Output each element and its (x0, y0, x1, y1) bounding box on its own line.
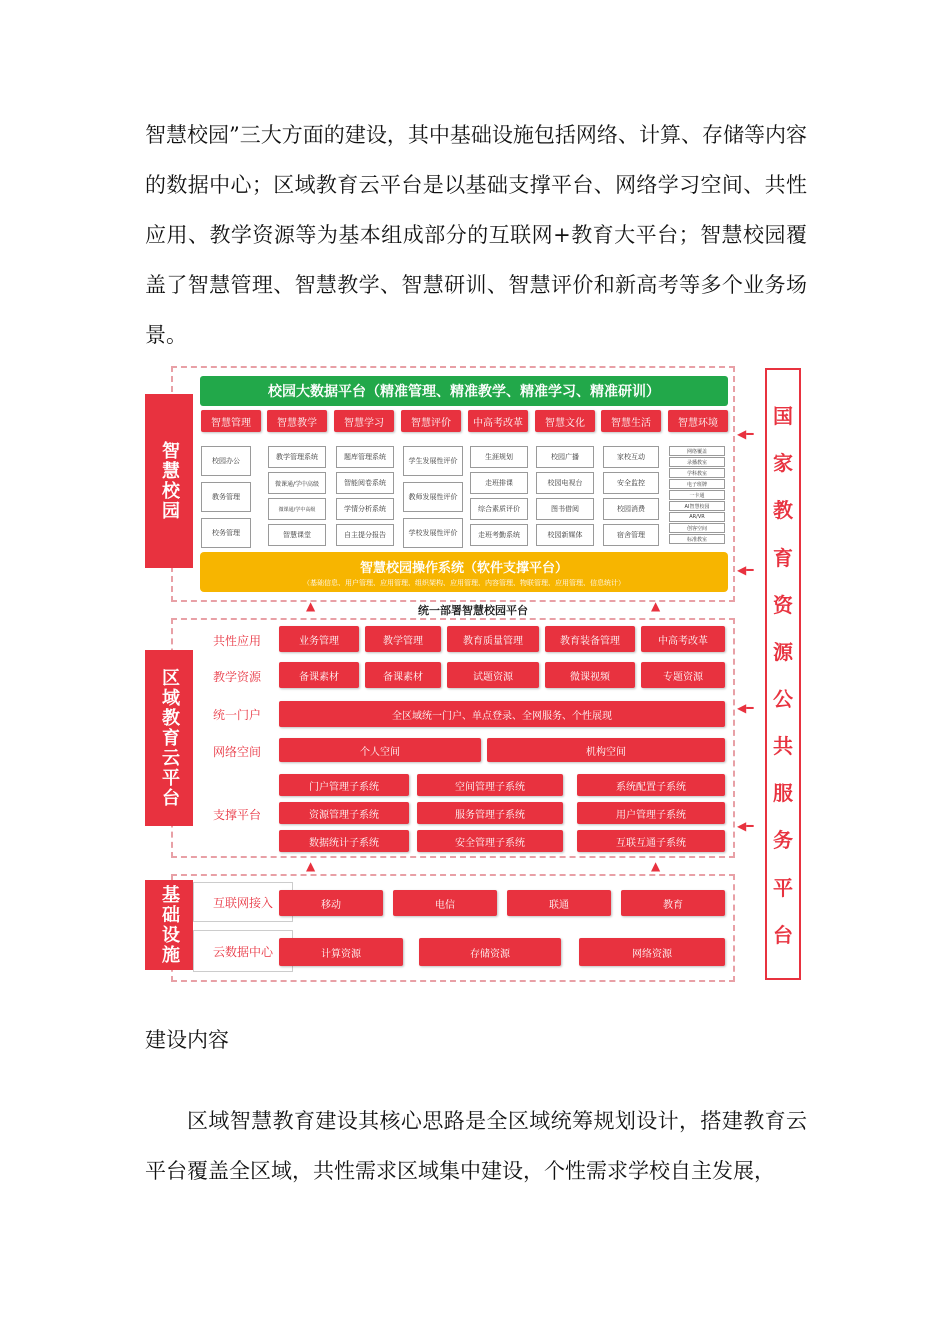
item-class-scheduling: 走班排课 (470, 472, 528, 494)
category-smart-learning: 智慧学习 (334, 410, 394, 432)
item-question-bank: 题库管理系统 (336, 446, 394, 468)
regional-platform-label: 区域教育云平台 (145, 650, 193, 826)
item-ar-vr: AR/VR (669, 512, 725, 522)
item-academic-admin: 教务管理 (201, 482, 251, 512)
item-smart-classroom: 智慧课堂 (268, 524, 326, 546)
national-char: 国 (773, 404, 793, 429)
cloud-resource-item: 网络资源 (579, 938, 725, 966)
item-campus-tv: 校园电视台 (536, 472, 594, 494)
cloud-datacenter-label: 云数据中心 (193, 930, 293, 972)
item-ai-campus: AI智慧校园 (669, 501, 725, 511)
national-char: 服 (773, 781, 793, 806)
item-campus-office: 校园办公 (201, 446, 251, 476)
body-paragraph: 区域智慧教育建设其核心思路是全区域统筹规划设计，搭建教育云平台覆盖全区域，共性需求区域集中建设，个性需求学校自主发展， (145, 1109, 807, 1183)
national-char: 源 (773, 639, 793, 664)
architecture-diagram (143, 364, 803, 984)
teaching-resource-item: 备课素材 (365, 662, 441, 688)
internet-access-label: 互联网接入 (193, 882, 293, 922)
support-subsystem: 服务管理子系统 (417, 802, 563, 824)
national-char: 家 (773, 451, 793, 476)
item-teacher-evaluation: 教师发展性评价 (403, 482, 463, 512)
item-library: 图书借阅 (536, 498, 594, 520)
shared-app-item: 教育质量管理 (447, 626, 539, 652)
national-char: 育 (773, 545, 793, 570)
up-arrow-icon: ▲ (306, 859, 316, 873)
shared-app-item: 中高考改革 (641, 626, 725, 652)
isp-item: 电信 (393, 890, 497, 916)
left-arrow-icon: ◀━ (737, 427, 754, 441)
teaching-resource-item: 微课视频 (545, 662, 635, 688)
item-student-evaluation: 学生发展性评价 (403, 446, 463, 476)
item-score-report: 自主提分报告 (336, 524, 394, 546)
national-char: 共 (773, 734, 793, 759)
item-teaching-mgmt-system: 教学管理系统 (268, 446, 326, 468)
item-school-admin: 校务管理 (201, 518, 251, 548)
item-learning-analysis: 学情分析系统 (336, 498, 394, 520)
item-school-evaluation: 学校发展性评价 (403, 518, 463, 548)
category-smart-teaching: 智慧教学 (267, 410, 327, 432)
personal-space: 个人空间 (279, 738, 481, 762)
national-platform-bar (765, 368, 801, 980)
national-char: 务 (773, 828, 793, 853)
shared-apps-label: 共性应用 (212, 633, 261, 648)
support-subsystem: 资源管理子系统 (279, 802, 409, 824)
category-exam-reform: 中高考改革 (468, 410, 528, 432)
national-char: 平 (773, 875, 793, 900)
teaching-resources-label: 教学资源 (212, 669, 261, 684)
up-arrow-icon: ▲ (651, 599, 661, 613)
up-arrow-icon: ▲ (306, 599, 316, 613)
cloud-resource-item: 存储资源 (419, 938, 561, 966)
item-campus-broadcast: 校园广播 (536, 446, 594, 468)
teaching-resource-item: 专题资源 (641, 662, 725, 688)
item-standard-room: 标准教室 (669, 534, 725, 544)
support-subsystem: 用户管理子系统 (577, 802, 725, 824)
unified-portal-bar: 全区域统一门户、单点登录、全网服务、个性展现 (279, 701, 725, 727)
item-one-card: 一卡通 (669, 490, 725, 500)
national-char: 教 (773, 498, 793, 523)
support-subsystem: 门户管理子系统 (279, 774, 409, 796)
infrastructure-label: 基础设施 (145, 880, 193, 970)
item-quality-evaluation: 综合素质评价 (470, 498, 528, 520)
item-career-planning: 生涯规划 (470, 446, 528, 468)
left-arrow-icon: ◀━ (737, 701, 754, 715)
item-subject-room: 学科教室 (669, 468, 725, 478)
left-arrow-icon: ◀━ (737, 819, 754, 833)
unified-portal-label: 统一门户 (212, 707, 261, 722)
category-smart-culture: 智慧文化 (535, 410, 595, 432)
national-char: 资 (773, 592, 793, 617)
category-smart-evaluation: 智慧评价 (401, 410, 461, 432)
isp-item: 教育 (621, 890, 725, 916)
big-data-platform: 校园大数据平台（精准管理、精准教学、精准学习、精准研训） (200, 376, 728, 406)
support-subsystem: 数据统计子系统 (279, 830, 409, 852)
national-char: 公 (773, 686, 793, 711)
item-security-monitor: 安全监控 (603, 472, 659, 494)
section-heading: 建设内容 (145, 1028, 229, 1052)
shared-app-item: 教育装备管理 (545, 626, 635, 652)
item-recording-room: 录播教室 (669, 457, 725, 467)
support-platform-label: 支撑平台 (212, 807, 261, 822)
item-new-media: 校园新媒体 (536, 524, 594, 546)
unified-deploy-label: 统一部署智慧校园平台 (418, 604, 528, 617)
teaching-resource-item: 试题资源 (447, 662, 539, 688)
item-smart-grading: 智能阅卷系统 (336, 472, 394, 494)
up-arrow-icon: ▲ (651, 859, 661, 873)
item-micro-course-advanced: 微课通/学中高级 (268, 498, 326, 520)
national-char: 台 (773, 922, 793, 947)
isp-item: 联通 (507, 890, 611, 916)
category-smart-environment: 智慧环境 (668, 410, 728, 432)
left-arrow-icon: ◀━ (737, 563, 754, 577)
item-dorm-management: 宿舍管理 (603, 524, 659, 546)
item-home-school: 家校互动 (603, 446, 659, 468)
support-subsystem: 互联互通子系统 (577, 830, 725, 852)
item-attendance-system: 走班考勤系统 (470, 524, 528, 546)
network-space-label: 网络空间 (212, 744, 261, 759)
category-smart-management: 智慧管理 (201, 410, 261, 432)
intro-paragraph: 智慧校园”三大方面的建设，其中基础设施包括网络、计算、存储等内容的数据中心；区域教育云平台是以基础支撑平台、网络学习空间、共性应用、教学资源等为基本组成部分的互联网+教育大平台；智慧校园覆盖了智慧管理、智慧教学、智慧研训、智慧评价和新高考等多个业务场景。 (145, 123, 807, 347)
support-subsystem: 安全管理子系统 (417, 830, 563, 852)
shared-app-item: 业务管理 (279, 626, 359, 652)
teaching-resource-item: 备课素材 (279, 662, 359, 688)
smart-campus-label: 智慧校园 (145, 394, 193, 568)
item-maker-space: 创客空间 (669, 523, 725, 533)
isp-item: 移动 (279, 890, 383, 916)
campus-os-subtitle: （基础信息、用户管理、应用管理、组织架构、应用管理、内容管理、物联管理、应用管理、信息统计） (303, 578, 625, 587)
item-network-coverage: 网络覆盖 (669, 446, 725, 456)
cloud-resource-item: 计算资源 (279, 938, 403, 966)
category-smart-life: 智慧生活 (601, 410, 661, 432)
shared-app-item: 教学管理 (365, 626, 441, 652)
support-subsystem: 系统配置子系统 (577, 774, 725, 796)
campus-os-title: 智慧校园操作系统（软件支撑平台） (359, 560, 568, 576)
item-micro-course: 微课通/学中高级 (268, 472, 326, 494)
item-campus-consumption: 校园消费 (603, 498, 659, 520)
organization-space: 机构空间 (487, 738, 725, 762)
item-e-class-card: 电子班牌 (669, 479, 725, 489)
support-subsystem: 空间管理子系统 (417, 774, 563, 796)
campus-os-bar (200, 552, 728, 592)
